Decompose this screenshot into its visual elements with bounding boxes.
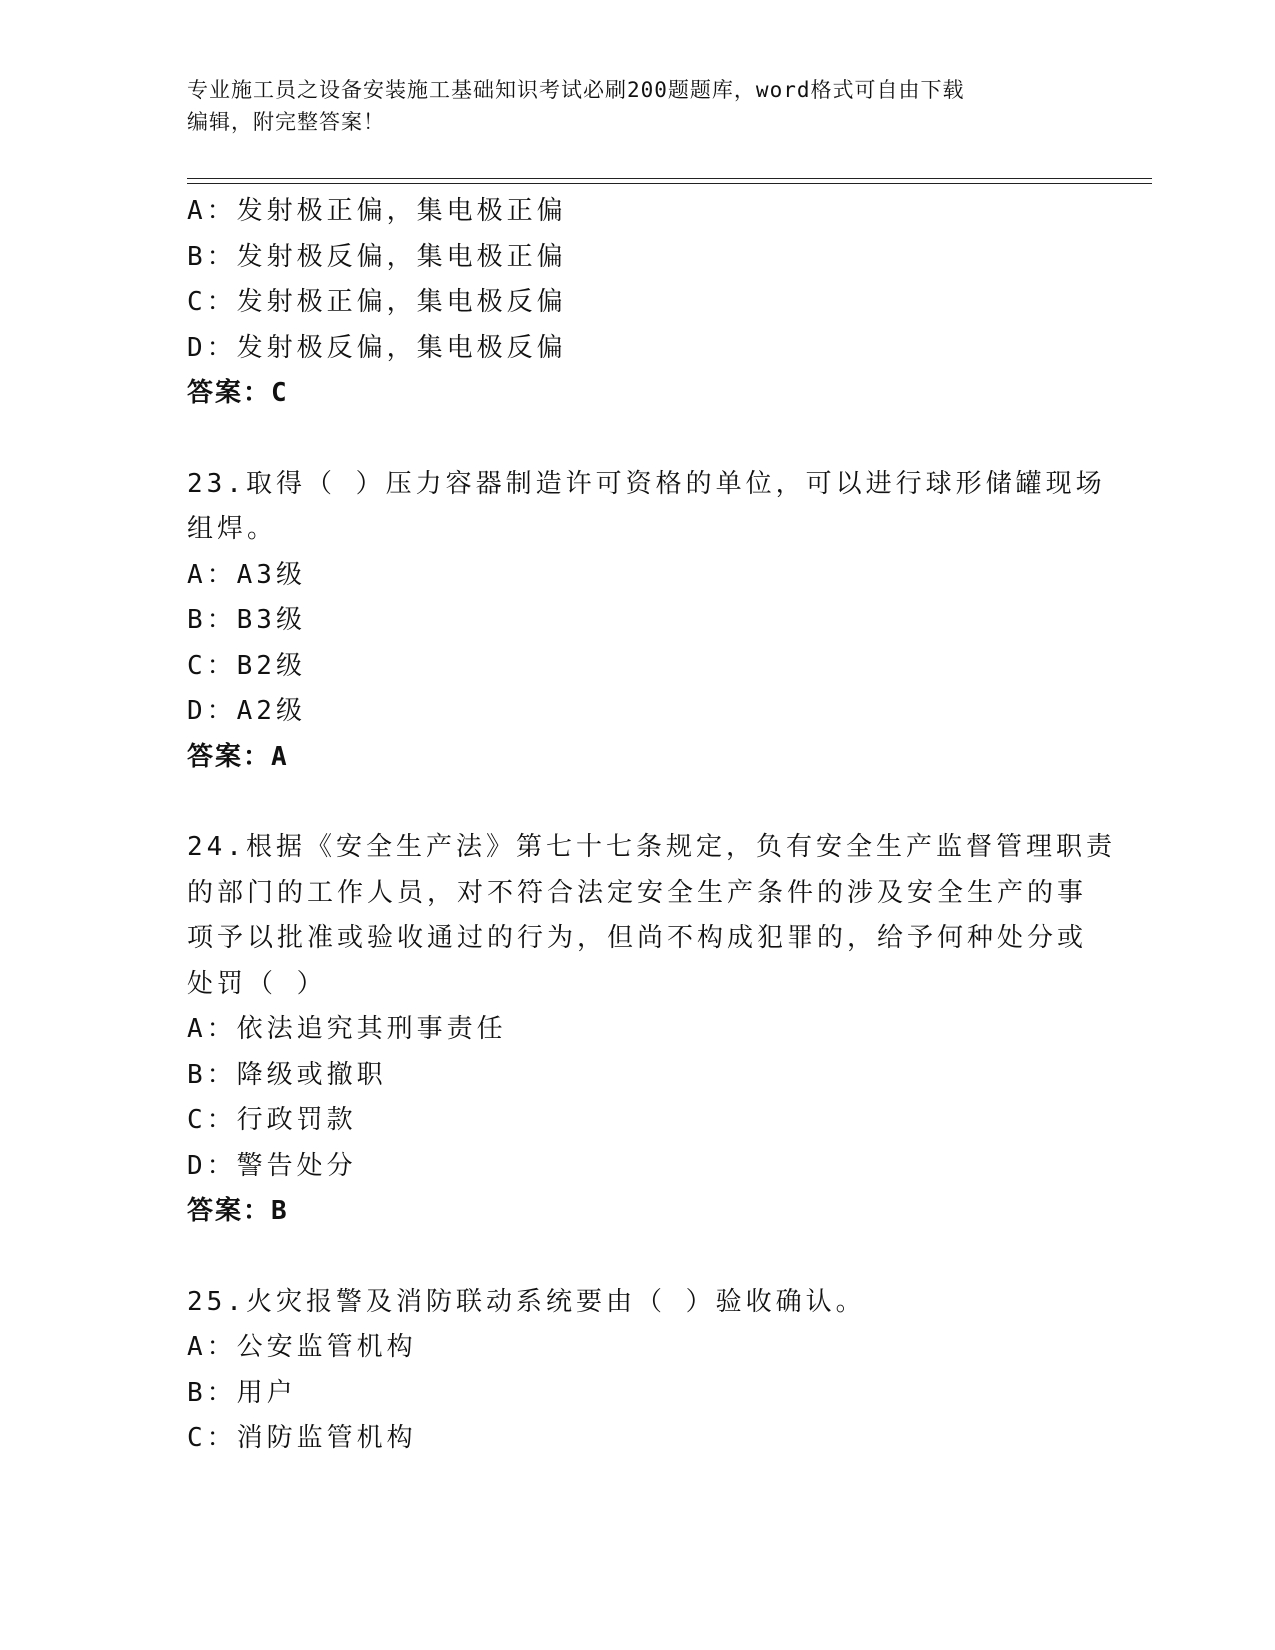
option-c: C：消防监管机构 bbox=[187, 1423, 417, 1453]
question-stem: 项予以批准或验收通过的行为，但尚不构成犯罪的，给予何种处分或 bbox=[187, 923, 1088, 953]
answer: 答案：B bbox=[187, 1196, 289, 1226]
option-d: D：发射极反偏，集电极反偏 bbox=[187, 332, 567, 363]
header-title-line-1: 专业施工员之设备安装施工基础知识考试必刷200题题库，word格式可自由下载 bbox=[187, 78, 965, 102]
document-header bbox=[187, 74, 1077, 138]
header-divider-bottom bbox=[187, 183, 1152, 184]
question-stem: 处罚（ ） bbox=[187, 968, 327, 999]
question-spacer bbox=[187, 780, 1087, 825]
option-d: D：警告处分 bbox=[187, 1150, 357, 1181]
question-24 bbox=[187, 825, 1116, 1235]
option-c: C：行政罚款 bbox=[187, 1105, 357, 1135]
header-divider-top bbox=[187, 178, 1152, 179]
option-a: A：A3级 bbox=[187, 559, 306, 590]
question-stem: 25.火灾报警及消防联动系统要由（ ）验收确认。 bbox=[187, 1286, 866, 1317]
option-a: A：公安监管机构 bbox=[187, 1332, 417, 1362]
question-25 bbox=[187, 1280, 1087, 1462]
option-d: D：A2级 bbox=[187, 696, 306, 726]
question-23 bbox=[187, 462, 1106, 781]
header-title-line-2: 编辑，附完整答案！ bbox=[187, 110, 385, 134]
question-spacer bbox=[187, 1235, 1087, 1280]
option-a: A：发射极正偏，集电极正偏 bbox=[187, 196, 567, 226]
option-c: C：发射极正偏，集电极反偏 bbox=[187, 287, 567, 317]
question-stem: 24.根据《安全生产法》第七十七条规定，负有安全生产监督管理职责 bbox=[187, 832, 1116, 862]
question-22 bbox=[187, 189, 1087, 417]
question-spacer bbox=[187, 417, 1087, 462]
question-stem: 23.取得（ ）压力容器制造许可资格的单位，可以进行球形储罐现场 bbox=[187, 468, 1106, 499]
question-list bbox=[187, 189, 1116, 1462]
option-b: B：发射极反偏，集电极正偏 bbox=[187, 241, 567, 272]
option-b: B：用户 bbox=[187, 1377, 297, 1408]
option-c: C：B2级 bbox=[187, 650, 306, 681]
answer: 答案：C bbox=[187, 378, 289, 408]
option-b: B：B3级 bbox=[187, 605, 306, 635]
question-stem: 组焊。 bbox=[187, 514, 278, 544]
question-stem: 的部门的工作人员，对不符合法定安全生产条件的涉及安全生产的事 bbox=[187, 877, 1088, 908]
answer: 答案：A bbox=[187, 741, 289, 772]
option-a: A：依法追究其刑事责任 bbox=[187, 1014, 507, 1044]
option-b: B：降级或撤职 bbox=[187, 1059, 387, 1090]
